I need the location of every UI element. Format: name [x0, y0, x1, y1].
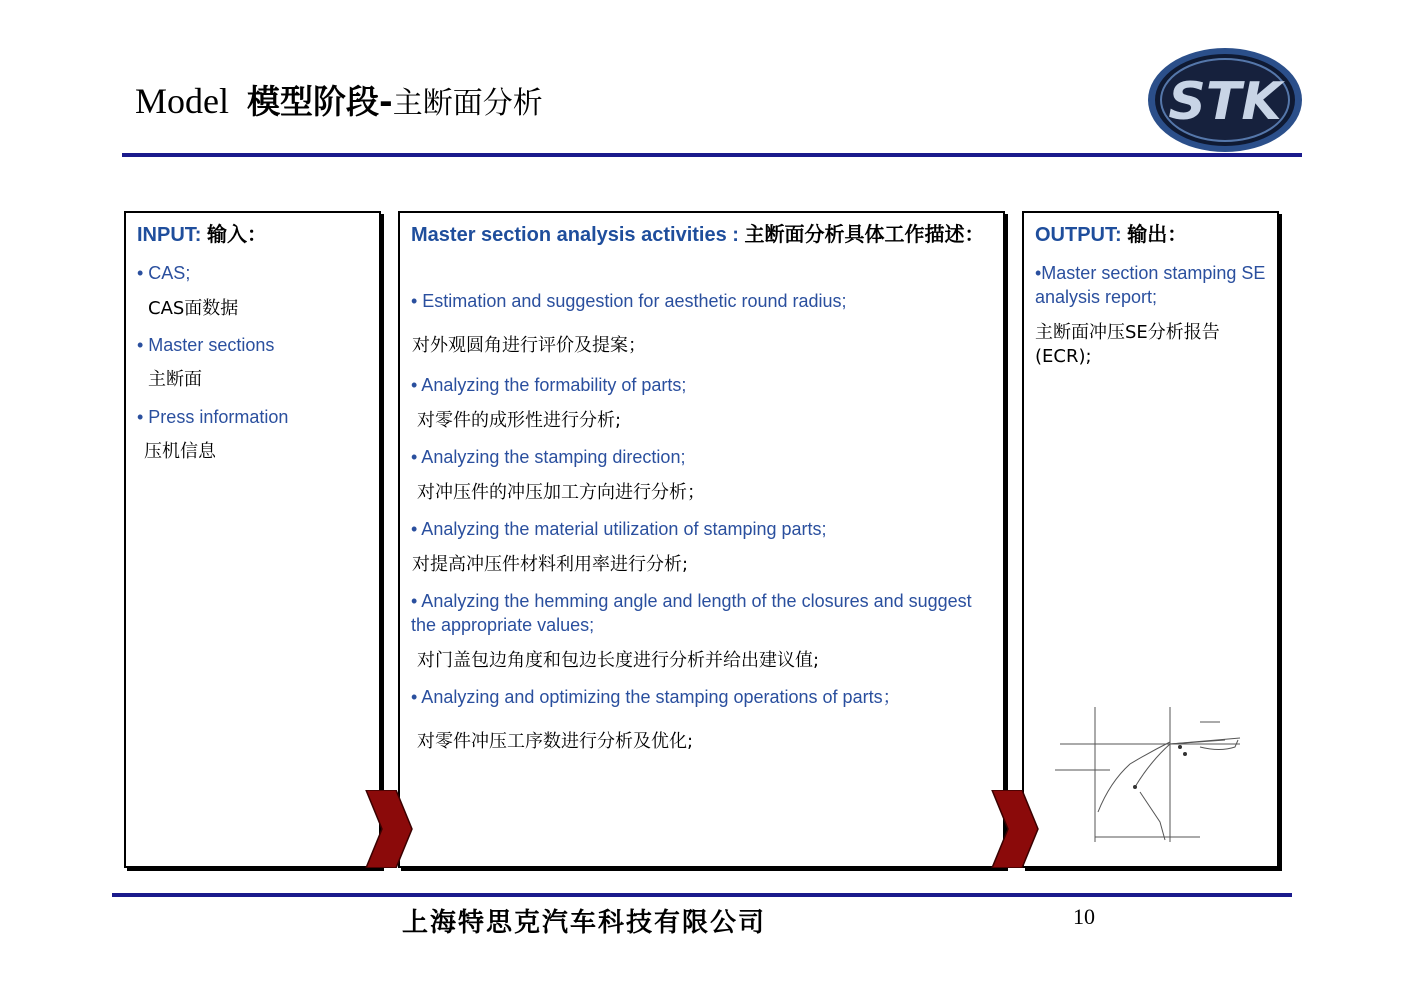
chevron-right-icon: [990, 790, 1040, 868]
activity-item-2-desc: 对零件的成形性进行分析;: [417, 410, 622, 431]
chevron-right-icon: [364, 790, 414, 868]
page-number: 10: [1073, 904, 1095, 929]
input-item-sections: • Master sections: [137, 335, 275, 355]
output-heading: [1035, 222, 1187, 247]
footer-company: 上海特思克汽车科技有限公司: [402, 908, 767, 938]
activities-heading: [411, 222, 996, 247]
activity-item-6-desc: 对零件冲压工序数进行分析及优化;: [417, 731, 694, 752]
activities-heading-zh: 主断面分析具体工作描述：: [744, 222, 985, 246]
input-heading: [137, 222, 267, 247]
input-item-press: • Press information: [137, 407, 289, 427]
title-zh-bold: 模型阶段-: [247, 82, 393, 121]
stk-logo: [1145, 45, 1305, 155]
output-heading-zh: 输出：: [1127, 222, 1188, 246]
activity-item-3-desc: 对冲压件的冲压加工方向进行分析；: [417, 482, 705, 503]
activity-item-2: • Analyzing the formability of parts;: [411, 375, 687, 395]
input-box: [124, 211, 381, 868]
bottom-rule: [112, 893, 1292, 897]
activity-item-5: • Analyzing the hemming angle and length of the closures and suggest the appropriate values;: [411, 591, 972, 635]
activity-item-5-desc: 对门盖包边角度和包边长度进行分析并给出建议值;: [417, 650, 820, 671]
activities-heading-en: Master section analysis activities :: [411, 224, 739, 246]
input-heading-zh: 输入：: [207, 222, 268, 246]
output-item: •Master section stamping SE analysis report;: [1035, 263, 1266, 307]
input-item-cas-desc: CAS面数据: [148, 298, 239, 319]
section-diagram: [1050, 702, 1255, 847]
activity-item-3: • Analyzing the stamping direction;: [411, 447, 686, 467]
activity-item-1: • Estimation and suggestion for aesthetic round radius;: [411, 291, 847, 311]
input-item-press-desc: 压机信息: [144, 441, 216, 462]
output-heading-en: OUTPUT:: [1035, 224, 1122, 246]
activity-item-1-desc: 对外观圆角进行评价及提案；: [412, 335, 646, 356]
title-en: Model: [135, 81, 229, 121]
input-item-cas: • CAS;: [137, 263, 191, 283]
activity-item-4: • Analyzing the material utilization of stamping parts;: [411, 519, 827, 539]
activity-item-4-desc: 对提高冲压件材料利用率进行分析;: [412, 554, 689, 575]
page-title: [135, 76, 543, 123]
output-item-desc: 主断面冲压SE分析报告(ECR);: [1035, 322, 1220, 367]
input-item-sections-desc: 主断面: [148, 369, 202, 390]
top-rule: [122, 153, 1302, 157]
input-heading-en: INPUT:: [137, 224, 202, 246]
activity-item-6: • Analyzing and optimizing the stamping operations of parts；: [411, 687, 901, 707]
activities-box: [398, 211, 1005, 868]
logo-text: STK: [1168, 72, 1282, 132]
title-zh: 主断面分析: [392, 86, 543, 121]
